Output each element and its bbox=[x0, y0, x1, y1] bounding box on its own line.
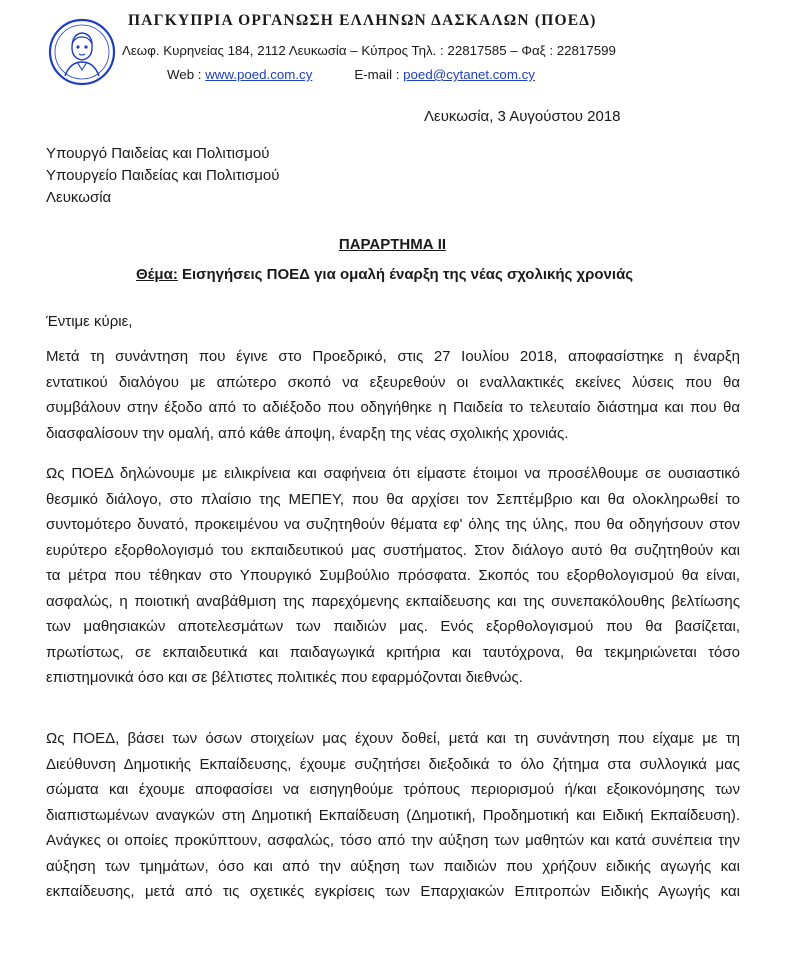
letter-date: Λευκωσία, 3 Αυγούστου 2018 bbox=[424, 108, 621, 125]
annex-title: ΠΑΡΑΡΤΗΜΑ ΙΙ bbox=[338, 236, 447, 253]
subject-label: Θέμα: bbox=[136, 266, 178, 283]
paragraph-line: διασφαλίσουν την ομαλή, από κάθε άποψη, έναρξη της νέας σχολικής χρονιάς. bbox=[46, 424, 569, 442]
subject-text: Εισηγήσεις ΠΟΕΔ για ομαλή έναρξη της νέας σχολικής χρονιάς bbox=[177, 266, 634, 283]
teacher-portrait-emblem-icon bbox=[48, 18, 116, 86]
recipient-block bbox=[46, 143, 279, 209]
paragraph-line: θεσμικό διάλογο, στο πλαίσιο της ΜΕΠΕΥ, που θα αρχίσει τον Σεπτέμβριο και θα ολοκληρωθεί το bbox=[46, 490, 740, 508]
paragraph-line: αύξηση των τμημάτων, όσο και από την αύξηση των παιδιών που χρήζουν ειδικής αγωγής και bbox=[46, 857, 740, 875]
paragraph-line: Ως ΠΟΕΔ, βάσει των όσων στοιχείων μας έχουν δοθεί, μετά και τη συνάντηση που είχαμε με τη bbox=[46, 730, 740, 747]
organization-address: Λεωφ. Κυρηνείας 184, 2112 Λευκωσία – Κύπρος Τηλ. : 22817585 – Φαξ : 22817599 bbox=[122, 43, 616, 58]
paragraph-line: τα μέτρα που τέθηκαν στο Υπουργικό Συμβούλιο πρόσφατα. Σκοπός του εξορθολογισμού θα είναι, bbox=[46, 567, 740, 584]
body-paragraph bbox=[46, 726, 740, 905]
recipient-line: Λευκωσία bbox=[46, 189, 112, 206]
paragraph-line: εντατικού διαλόγου με απώτερο σκοπό να εξευρεθούν οι εναλλακτικές εκείνες λύσεις που θα bbox=[46, 373, 740, 391]
paragraph-line: Ως ΠΟΕΔ δηλώνουμε με ειλικρίνεια και σαφήνεια ότι είμαστε έτοιμοι να προσέλθουμε σε ουσιαστικό bbox=[46, 465, 740, 482]
body-paragraph bbox=[46, 461, 740, 691]
paragraph-line: σώματα και έχουμε αποφασίσει να εισηγηθούμε τρόπους περιορισμού ή/και εξοικονόμησης των bbox=[46, 781, 740, 798]
greeting: Έντιμε κύριε, bbox=[46, 313, 133, 330]
paragraph-line: εκπαίδευσης, μετά από τις σχετικές εγκρίσεις των Επαρχιακών Επιτροπών Ειδικής Αγωγής και bbox=[46, 883, 740, 900]
paragraph-line: Ανάγκες οι οποίες προκύπτουν, ασφαλώς, τόσο από την αύξηση των μαθητών και κατά συνέπεια την bbox=[46, 832, 740, 849]
paragraph-line: επιστημονικά όσο και σε βέλτιστες πολιτικές που εφαρμόζονται διεθνώς. bbox=[46, 669, 523, 686]
organization-name: ΠΑΓΚΥΠΡΙΑ ΟΡΓΑΝΩΣΗ ΕΛΛΗΝΩΝ ΔΑΣΚΑΛΩΝ (ΠΟΕΔ) bbox=[128, 12, 597, 29]
website-link[interactable]: www.poed.com.cy bbox=[205, 67, 313, 82]
email-link[interactable]: poed@cytanet.com.cy bbox=[403, 67, 535, 82]
organization-contacts bbox=[167, 67, 535, 82]
paragraph-line: διαπιστωμένων αναγκών στη Δημοτική Εκπαίδευση (Δημοτική, Προδημοτική και Ειδική Εκπαίδευση). bbox=[46, 806, 740, 824]
paragraph-line: Διεύθυνση Δημοτικής Εκπαίδευσης, έχουμε συζητήσει διεξοδικά το όλο ζήτημα στα συλλογικά μας bbox=[46, 755, 740, 773]
recipient-line: Υπουργό Παιδείας και Πολιτισμού bbox=[46, 145, 270, 162]
paragraph-line: των μαθησιακών αποτελεσμάτων των παιδιών μας. Ενός εξορθολογισμού που θα βασίζεται, bbox=[46, 618, 740, 635]
web-label: Web : bbox=[167, 67, 202, 82]
paragraph-line: συντομότερο δυνατό, προκειμένου να συζητηθούν θέματα εφ' όλης της ύλης, που θα οδηγήσουν στον bbox=[46, 516, 740, 533]
paragraph-line: Μετά τη συνάντηση που έγινε στο Προεδρικό, στις 27 Ιουλίου 2018, αποφασίστηκε η έναρξη bbox=[46, 348, 740, 365]
paragraph-line: ευρύτερο εξορθολογισμό του εκπαιδευτικού μας συστήματος. Στον διάλογο αυτό θα συζητηθούν και bbox=[46, 541, 740, 559]
letterhead bbox=[0, 0, 785, 100]
email-label: E-mail : bbox=[354, 67, 400, 82]
paragraph-line: ασφαλώς, η ποιοτική αναβάθμιση της παρεχόμενης εκπαίδευσης και της συνεπακόλουθης βελτίωσης bbox=[46, 592, 740, 610]
body-paragraph bbox=[46, 344, 740, 446]
recipient-line: Υπουργείο Παιδείας και Πολιτισμού bbox=[46, 167, 280, 184]
paragraph-line: πρωτίστως, σε εκπαιδευτικά και παιδαγωγικά κριτήρια και ταυτόχρονα, θα τεκμηριώνεται τόσο bbox=[46, 643, 740, 661]
paragraph-line: συμβάλουν στην έξοδο από το αδιέξοδο που οδηγήθηκε η Παιδεία το τελευταίο διάστημα και που θα bbox=[46, 399, 740, 416]
subject-line bbox=[136, 266, 633, 283]
